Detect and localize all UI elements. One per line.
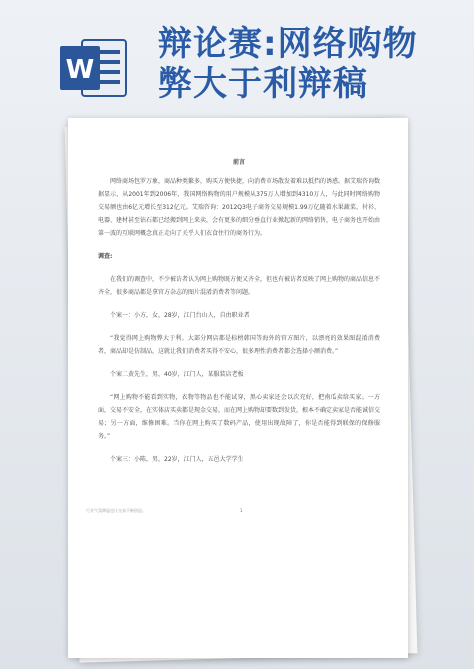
document-body — [98, 156, 380, 466]
footer-note: 行业气氛降温也让交易不断创造。 — [86, 508, 146, 513]
doc-heading: 前言 — [232, 159, 245, 166]
section-title: 调查: — [98, 253, 113, 260]
case-2-quote: “网上购物不能看到实物，衣物等物品也不能试穿，黑心卖家还会以次充好，把南瓜卖给买家。一方面，交易不安全，在实体店买卖都是现金交易，而在网上购物却要数到发货，根本不确定卖家是否能诚信交易；另一方面，维修困难。当你在网上购买了数码产品，使用出现故障了，你是否能得到联保的保修服务。” — [98, 394, 381, 440]
page-title — [158, 24, 458, 104]
page-number: 1 — [240, 508, 243, 513]
title-line-2: 弊大于利辩稿 — [158, 64, 368, 104]
case-2-label: 个案二黄先生，男，40岁，江门人，某服装店老板 — [110, 371, 244, 378]
case-1-label: 个案一：小方，女，28岁，江门台山人，自由职业者 — [110, 312, 250, 319]
word-icon — [58, 36, 130, 100]
paragraph-intro: 网络商场包罗万象，商品种类繁多，购买方便快捷，向消费市场散发着难以抵挡的诱惑。据艾瑞咨询数据显示，从2001年到2006年，我国网络购物的用户规模从375万人增加到4310万人，与此同时网络购物交易额也由6亿元增长至312亿元。艾瑞咨询：2012Q3电子商务交易规模1.99万亿随着水果蔬菜、衬衫、电器、建材甚至钻石都已经搬到网上来卖，会有更多的细分垂直行业掀起新的网络销售，电子商务也开始由第一波的互联网概念真正走向了关乎人们衣食住行的商务行为。 — [98, 178, 381, 237]
paragraph-survey: 在我们的调查中，不少被访者认为网上购物既方便又齐全，但也有被访者反映了网上购物的商品信息不齐全，很多商品都是拿官方杂志的图片混淆消费者等问题。 — [98, 276, 381, 296]
document-page — [68, 118, 408, 658]
case-1-quote: “我觉得网上购物弊大于利。大部分网店都是标榜韩国等海外的官方图片，以漂亮的效果图混淆消费者，商品却是仿制品，这就让我们消费者买得不安心，很多理性消费者都会选择小额消费。” — [98, 335, 380, 355]
title-line-1: 辩论赛:网络购物 — [158, 24, 418, 64]
word-logo-letter: W — [65, 55, 95, 85]
header — [0, 0, 474, 118]
case-3-label: 个案三：小陈，男，22岁，江门人，五邑大学学生 — [110, 456, 244, 463]
